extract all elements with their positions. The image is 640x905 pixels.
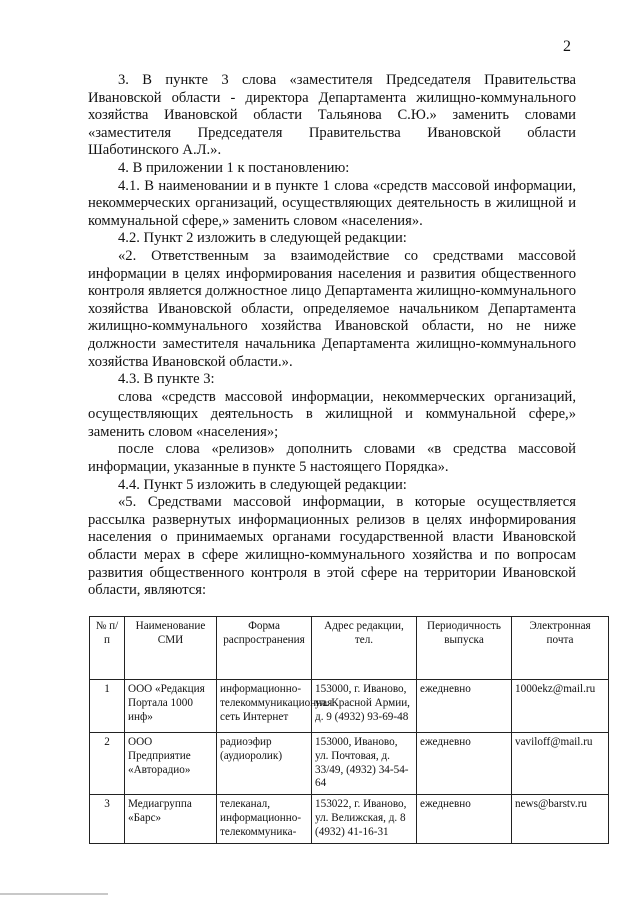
cell-distribution-form: радиоэфир (аудиоролик) — [217, 733, 312, 795]
header-email: Электронная почта — [512, 617, 609, 680]
cell-number: 2 — [90, 733, 125, 795]
table-row — [90, 680, 609, 733]
cell-media-name: ООО Предприятие «Авторадио» — [125, 733, 217, 795]
scan-edge-mark — [0, 893, 108, 895]
cell-distribution-form: информационно-телекоммуникационная сеть Интернет — [217, 680, 312, 733]
paragraph: слова «средств массовой информации, некоммерческих организаций, осуществляющих деятельность в жилищной и коммунальной сфере,» заменить словом «населения»; — [88, 388, 576, 440]
header-media-name: Наименование СМИ — [125, 617, 217, 680]
paragraph: 4.4. Пункт 5 изложить в следующей редакции: — [118, 476, 407, 493]
paragraph: после слова «релизов» дополнить словами «в средства массовой информации, указанные в пункте 5 настоящего Порядка». — [88, 441, 576, 476]
table-row — [90, 733, 609, 795]
paragraph: «5. Средствами массовой информации, в которые осуществляется рассылка развернутых информационных релизов в целях информирования населения о принимаемых органами государственной власти Ивановской области мерах в сфере жилищно-коммунального хозяйства и по вопросам развития общественного контроля в этой сфере на территории Ивановской области, являются: — [88, 494, 576, 599]
cell-number: 3 — [90, 795, 125, 843]
paragraph: 4. В приложении 1 к постановлению: — [118, 159, 350, 176]
cell-email: 1000ekz@mail.ru — [512, 680, 609, 733]
table-row — [90, 795, 609, 843]
media-table — [89, 616, 609, 844]
page-number: 2 — [563, 38, 571, 55]
cell-email: news@barstv.ru — [512, 795, 609, 843]
cell-address: 153022, г. Иваново, ул. Велижская, д. 8 (4932) 41-16-31 — [312, 795, 417, 843]
cell-periodicity: ежедневно — [417, 795, 512, 843]
cell-address: 153000, г. Иваново, ул. Красной Армии, д. 9 (4932) 93-69-48 — [312, 680, 417, 733]
header-number: № п/п — [90, 617, 125, 680]
cell-address: 153000, Иваново, ул. Почтовая, д. 33/49, (4932) 34-54-64 — [312, 733, 417, 795]
header-distribution-form: Форма распространения — [217, 617, 312, 680]
paragraph: «2. Ответственным за взаимодействие со средствами массовой информации в целях информирования населения и развития общественного контроля является должностное лицо Департамента жилищно-коммунального хозяйства Ивановской области, определяемое начальником Департамента жилищно-коммунального хозяйства Ивановской области, но не ниже должности заместителя начальника Департамента жилищно-коммунального хозяйства Ивановской области.». — [88, 247, 576, 370]
paragraph: 3. В пункте 3 слова «заместителя Председателя Правительства Ивановской области - директора Департамента жилищно-коммунального хозяйства Ивановской области Тальянова С.Ю.» заменить словами «заместителя Председателя Правительства Ивановской области Шаботинского А.Л.». — [88, 72, 576, 159]
cell-number: 1 — [90, 680, 125, 733]
paragraph: 4.1. В наименовании и в пункте 1 слова «средств массовой информации, некоммерческих организаций, осуществляющих деятельность в жилищной и коммунальной сфере,» заменить словом «населения». — [88, 177, 576, 229]
cell-periodicity: ежедневно — [417, 680, 512, 733]
header-periodicity: Периодичность выпуска — [417, 617, 512, 680]
cell-distribution-form: телеканал, информационно-телекоммуника- — [217, 795, 312, 843]
cell-media-name: ООО «Редакция Портала 1000 инф» — [125, 680, 217, 733]
header-address: Адрес редакции, тел. — [312, 617, 417, 680]
paragraph: 4.3. В пункте 3: — [118, 371, 215, 388]
cell-email: vaviloff@mail.ru — [512, 733, 609, 795]
cell-media-name: Медиагруппа «Барс» — [125, 795, 217, 843]
table-header-row — [90, 617, 609, 680]
cell-periodicity: ежедневно — [417, 733, 512, 795]
paragraph: 4.2. Пункт 2 изложить в следующей редакции: — [118, 230, 407, 247]
document-body — [88, 72, 576, 600]
